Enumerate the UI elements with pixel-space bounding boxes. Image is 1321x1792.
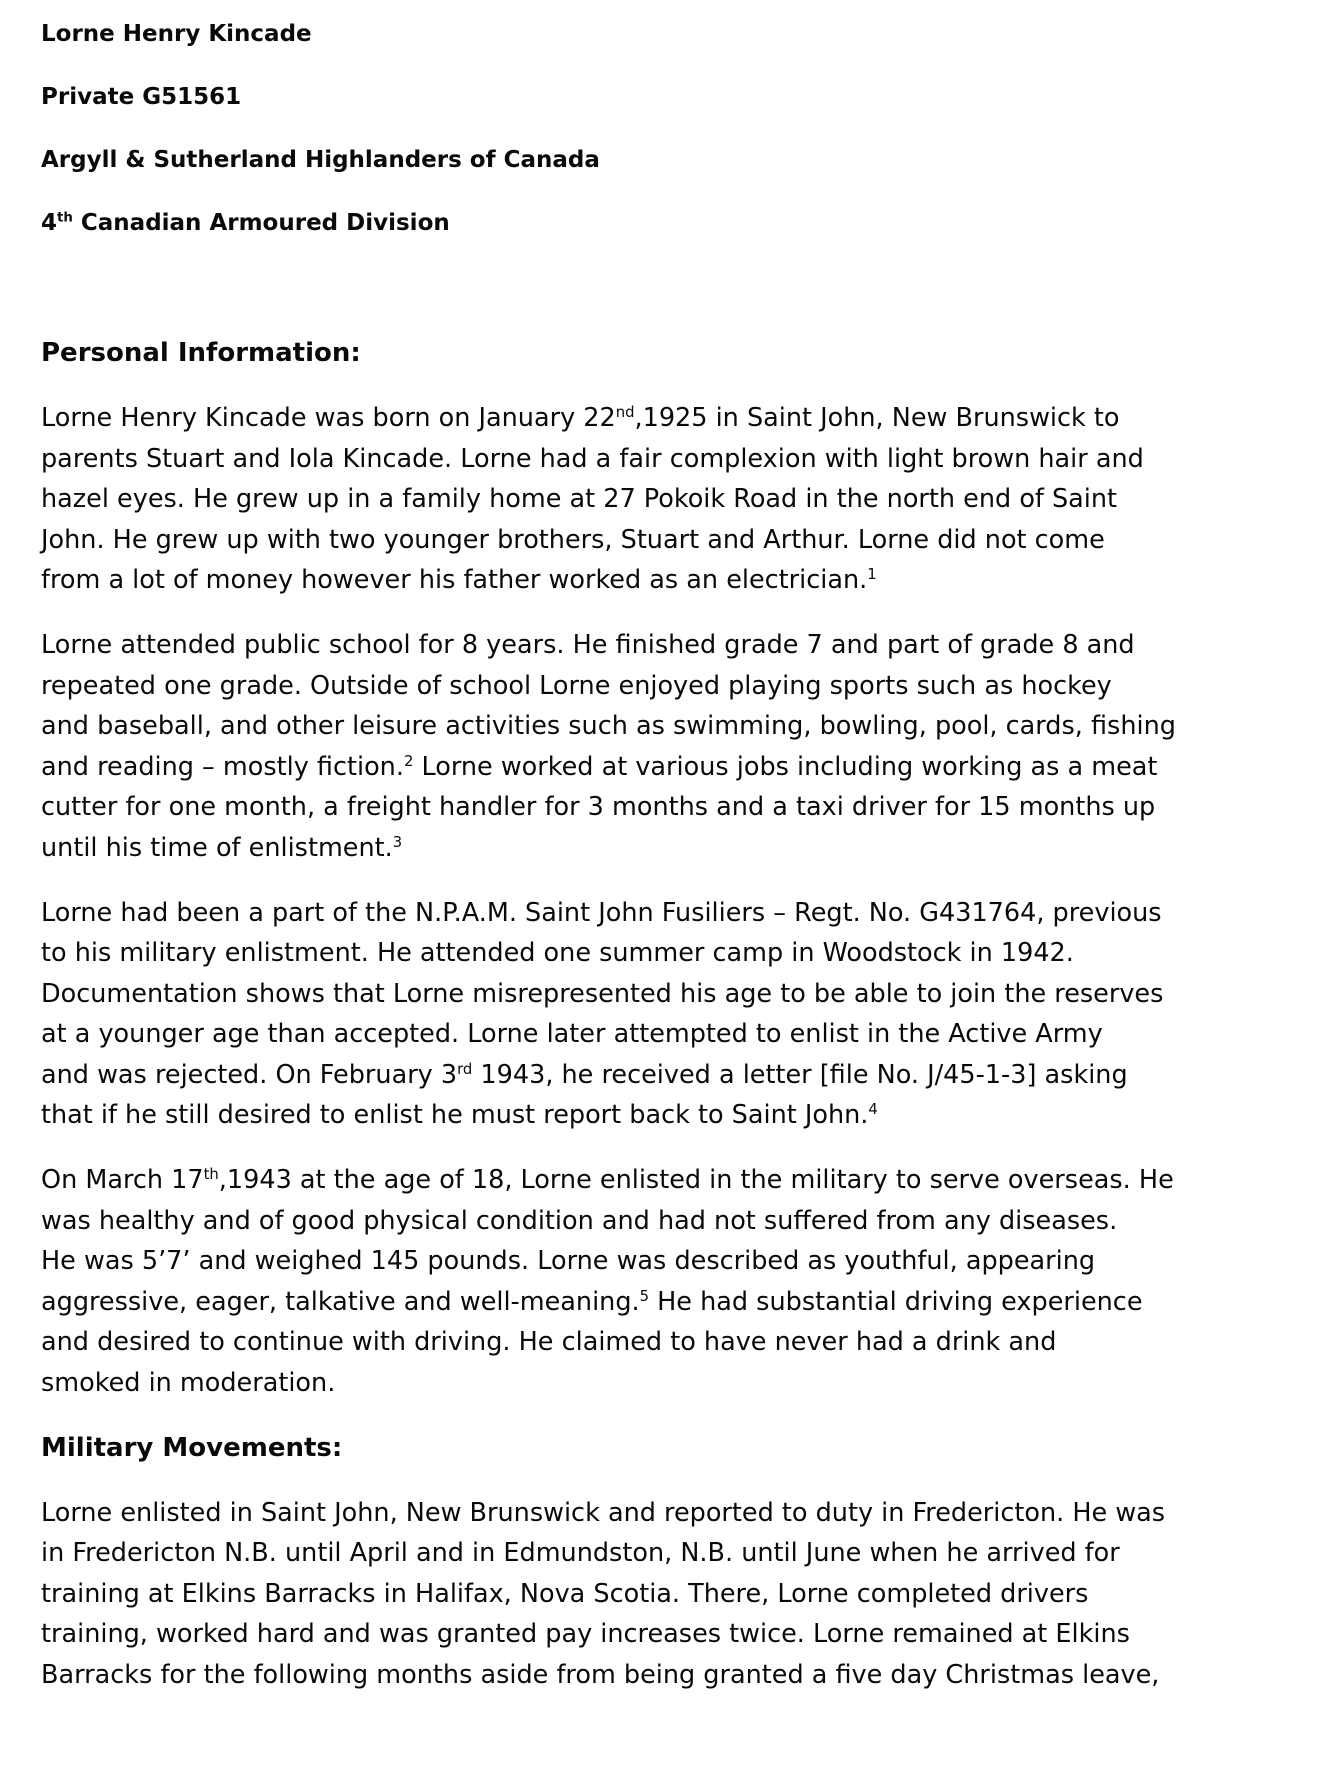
footnote-superscript: nd xyxy=(615,403,635,421)
soldier-division xyxy=(41,192,1301,255)
text-run: was healthy and of good physical condition and had not suffered from any diseases. xyxy=(41,1205,1118,1236)
text-run: training, worked hard and was granted pay increases twice. Lorne remained at Elkins xyxy=(41,1619,1130,1649)
section-heading: Military Movements: xyxy=(41,1432,343,1463)
text-run: at a younger age than accepted. Lorne later attempted to enlist in the Active Army xyxy=(41,1019,1103,1049)
section-personal-information xyxy=(41,333,1301,1403)
footnote-superscript: 3 xyxy=(392,833,403,851)
soldier-regiment xyxy=(41,129,1301,192)
text-line xyxy=(41,520,1301,561)
text-line xyxy=(41,787,1301,828)
text-run: that if he still desired to enlist he must report back to Saint John. xyxy=(41,1100,869,1130)
text-run: Lorne Henry Kincade was born on January 22 xyxy=(41,403,616,433)
text-run: 4 xyxy=(41,210,58,236)
text-run: until his time of enlistment. xyxy=(41,832,393,863)
text-line xyxy=(41,974,1301,1015)
text-line xyxy=(41,933,1301,974)
text-run: On March 17 xyxy=(41,1165,204,1195)
text-run: Documentation shows that Lorne misrepresented his age to be able to join the reserves xyxy=(41,978,1164,1009)
footnote-superscript: th xyxy=(57,210,73,226)
paragraph xyxy=(41,625,1301,868)
text-run: hazel eyes. He grew up in a family home at 27 Pokoik Road in the north end of Saint xyxy=(41,484,1118,514)
text-run: ,1943 at the age of 18, Lorne enlisted in the military to serve overseas. He xyxy=(218,1165,1174,1195)
text-run: cutter for one month, a freight handler for 3 months and a taxi driver for 15 months up xyxy=(41,792,1156,822)
text-line xyxy=(41,747,1301,788)
footnote-superscript: 1 xyxy=(867,565,877,583)
text-line xyxy=(41,1014,1301,1055)
document-page xyxy=(41,3,1301,1720)
text-run: and baseball, and other leisure activities such as swimming, bowling, pool, cards, fishing xyxy=(41,711,1176,741)
text-line xyxy=(41,560,1301,601)
text-line xyxy=(41,1095,1301,1136)
text-line xyxy=(41,1363,1301,1404)
paragraph xyxy=(41,398,1301,601)
text-line xyxy=(41,439,1301,480)
text-run: Lorne worked at various jobs including working as a meat xyxy=(413,751,1158,782)
section-military-movements xyxy=(41,1428,1301,1696)
text-line xyxy=(41,625,1301,666)
text-run: and was rejected. On February 3 xyxy=(41,1059,458,1090)
text-run: Argyll & Sutherland Highlanders of Canada xyxy=(41,147,600,173)
text-run: He was 5’7’ and weighed 145 pounds. Lorne was described as youthful, appearing xyxy=(41,1246,1096,1276)
text-run: and reading – mostly fiction. xyxy=(41,751,404,782)
text-line xyxy=(41,1201,1301,1242)
footnote-superscript: 2 xyxy=(403,752,414,770)
text-run: 1943, he received a letter [file No. J/45-1-3] asking xyxy=(472,1059,1128,1090)
text-line xyxy=(41,893,1301,934)
text-line xyxy=(41,398,1301,439)
text-line xyxy=(41,1282,1301,1323)
text-run: training at Elkins Barracks in Halifax, Nova Scotia. There, Lorne completed drivers xyxy=(41,1578,1089,1609)
paragraph xyxy=(41,893,1301,1136)
text-line xyxy=(41,1493,1301,1534)
text-line xyxy=(41,828,1301,869)
text-line xyxy=(41,1574,1301,1615)
paragraph xyxy=(41,1493,1301,1696)
text-line xyxy=(41,1241,1301,1282)
text-run: Lorne enlisted in Saint John, New Brunswick and reported to duty in Fredericton. He was xyxy=(41,1497,1166,1528)
text-run: Lorne attended public school for 8 years. He finished grade 7 and part of grade 8 and xyxy=(41,630,1135,660)
text-run: smoked in moderation. xyxy=(41,1367,336,1398)
text-run: Barracks for the following months aside from being granted a five day Christmas leave, xyxy=(41,1659,1160,1690)
text-run: parents Stuart and Iola Kincade. Lorne had a fair complexion with light brown hair and xyxy=(41,443,1144,474)
text-run: Canadian Armoured Division xyxy=(72,210,450,236)
soldier-rank-number xyxy=(41,66,1301,129)
text-line xyxy=(41,1160,1301,1201)
text-run: to his military enlistment. He attended one summer camp in Woodstock in 1942. xyxy=(41,938,1074,968)
text-run: in Fredericton N.B. until April and in Edmundston, N.B. until June when he arrived for xyxy=(41,1538,1120,1568)
text-run: Lorne had been a part of the N.P.A.M. Saint John Fusiliers – Regt. No. G431764, previous xyxy=(41,897,1162,928)
footnote-superscript: 5 xyxy=(639,1287,650,1305)
footnote-superscript: rd xyxy=(457,1060,473,1078)
text-line xyxy=(41,666,1301,707)
text-line xyxy=(41,1655,1301,1696)
text-line xyxy=(41,1322,1301,1363)
text-run: ,1925 in Saint John, New Brunswick to xyxy=(634,403,1120,433)
text-run: and desired to continue with driving. He claimed to have never had a drink and xyxy=(41,1327,1057,1357)
text-line xyxy=(41,1614,1301,1655)
soldier-header xyxy=(41,3,1301,255)
text-run: John. He grew up with two younger brothers, Stuart and Arthur. Lorne did not come xyxy=(41,524,1105,555)
paragraph xyxy=(41,1160,1301,1403)
text-run: from a lot of money however his father worked as an electrician. xyxy=(41,565,868,595)
text-run: Private G51561 xyxy=(41,84,242,110)
text-run: repeated one grade. Outside of school Lorne enjoyed playing sports such as hockey xyxy=(41,670,1112,701)
text-line xyxy=(41,479,1301,520)
text-run: aggressive, eager, talkative and well-meaning. xyxy=(41,1286,640,1317)
footnote-superscript: th xyxy=(203,1165,219,1183)
section-heading: Personal Information: xyxy=(41,338,361,368)
soldier-name xyxy=(41,3,1301,66)
text-line xyxy=(41,1055,1301,1096)
text-line xyxy=(41,1533,1301,1574)
text-line xyxy=(41,706,1301,747)
footnote-superscript: 4 xyxy=(868,1100,878,1118)
text-run: He had substantial driving experience xyxy=(649,1286,1143,1317)
text-run: Lorne Henry Kincade xyxy=(41,21,312,47)
